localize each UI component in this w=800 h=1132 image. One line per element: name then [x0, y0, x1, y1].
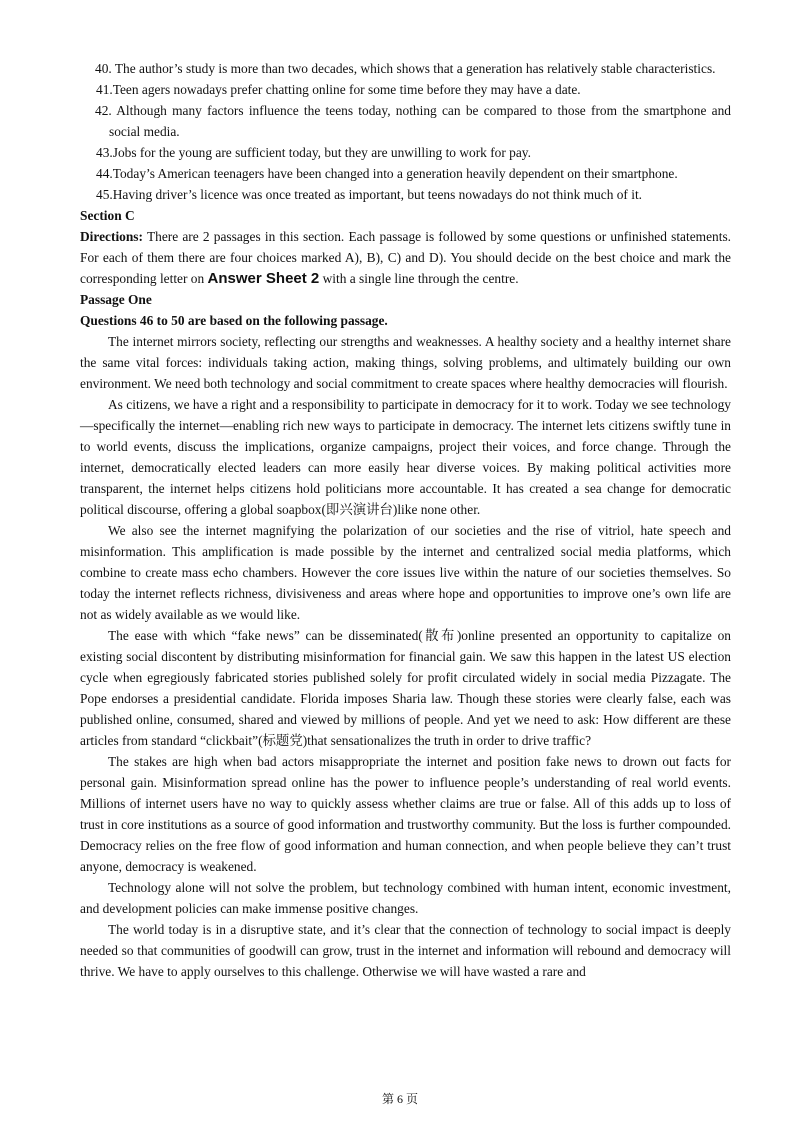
- answer-sheet-emphasis: Answer Sheet 2: [207, 270, 320, 287]
- statement-42: 42. Although many factors influence the teens today, nothing can be compared to those from the smartphone and social media.: [95, 103, 731, 139]
- statement-43: 43.Jobs for the young are sufficient today, but they are unwilling to work for pay.: [96, 145, 531, 160]
- passage-paragraph: We also see the internet magnifying the polarization of our societies and the rise of vitriol, hate speech and misinformation. This amplification is made possible by the internet and centralized social media platforms, which combine to create mass echo chambers. However the core issues live within the nature of our societies themselves. So today the internet reflects richness, divisiveness and areas where hope and opportunities to improve one’s own life are not as widely available as we would like.: [80, 523, 731, 622]
- directions-text: There are 2 passages in this section. Each passage is followed by some questions or unfinished statements. For each of them there are four choices marked A), B), C) and D). You should decide on the best choice and mark the corresponding letter on: [80, 229, 731, 286]
- statement-45: 45.Having driver’s licence was once treated as important, but teens nowadays do not think much of it.: [96, 187, 643, 202]
- passage-paragraph: As citizens, we have a right and a responsibility to participate in democracy for it to work. Today we see technology—specifically the internet—enabling rich new ways to participate in democracy. The internet lets citizens swiftly tune in to world events, discuss the implications, organize campaigns, project their voices, and force change. Through the internet, democratically elected leaders can more easily hear diverse voices. By making political activities more transparent, the internet helps citizens hold politicians more accountable. It has created a sea change for democratic political discourse, offering a global soapbox(即兴演讲台)like none other.: [80, 397, 731, 517]
- passage-title: Passage One: [80, 292, 152, 307]
- passage-paragraph: The stakes are high when bad actors misappropriate the internet and position fake news to drown out facts for personal gain. Misinformation spread online has the power to influence people’s understanding of real world events. Millions of internet users have no way to quickly assess whether claims are true or false. All of this adds up to loss of trust in core institutions as a source of good information and trustworthy community. But the loss is further compounded. Democracy relies on the free flow of good information and human connection, and when people believe they can’t trust anyone, democracy is weakened.: [80, 754, 731, 874]
- directions: [80, 226, 731, 289]
- statement-44: 44.Today’s American teenagers have been changed into a generation heavily dependent on their smartphone.: [96, 166, 678, 181]
- passage-paragraph: The world today is in a disruptive state, and it’s clear that the connection of technology to social impact is deeply needed so that communities of goodwill can grow, trust in the internet and information will rebound and democracy will thrive. We have to apply ourselves to this challenge. Otherwise we will have wasted a rare and: [80, 922, 731, 979]
- passage-paragraph: Technology alone will not solve the problem, but technology combined with human intent, economic investment, and development policies can make immense positive changes.: [80, 880, 731, 916]
- statement-40: 40. The author’s study is more than two decades, which shows that a generation has relatively stable characteristics.: [95, 61, 716, 76]
- page-number: 第 6 页: [381, 1092, 418, 1106]
- page-content: [80, 58, 731, 982]
- statement-41: 41.Teen agers nowadays prefer chatting online for some time before they may have a date.: [96, 82, 581, 97]
- questions-heading: Questions 46 to 50 are based on the following passage.: [80, 313, 388, 328]
- directions-label: Directions:: [80, 229, 143, 244]
- passage-paragraph: The internet mirrors society, reflecting our strengths and weaknesses. A healthy society and a healthy internet share the same vital forces: individuals taking action, making things, solving problems, and ultimately building our own environment. We need both technology and social commitment to create spaces where healthy democracies will flourish.: [80, 334, 731, 391]
- directions-text-end: with a single line through the centre.: [319, 271, 519, 286]
- section-title: Section C: [80, 208, 135, 223]
- passage-paragraph: The ease with which “fake news” can be disseminated(散布)online presented an opportunity to capitalize on existing social discontent by distributing misinformation for financial gain. We saw this happen in the latest US election cycle when egregiously fabricated stories published solely for profit circulated widely in social media Pizzagate. The Pope endorses a presidential candidate. Florida imposes Sharia law. Though these stories were clearly false, each was published online, consumed, shared and viewed by millions of people. And yet we need to ask: How different are these articles from standard “clickbait”(标题党)that sensationalizes the truth in order to drive traffic?: [80, 628, 731, 748]
